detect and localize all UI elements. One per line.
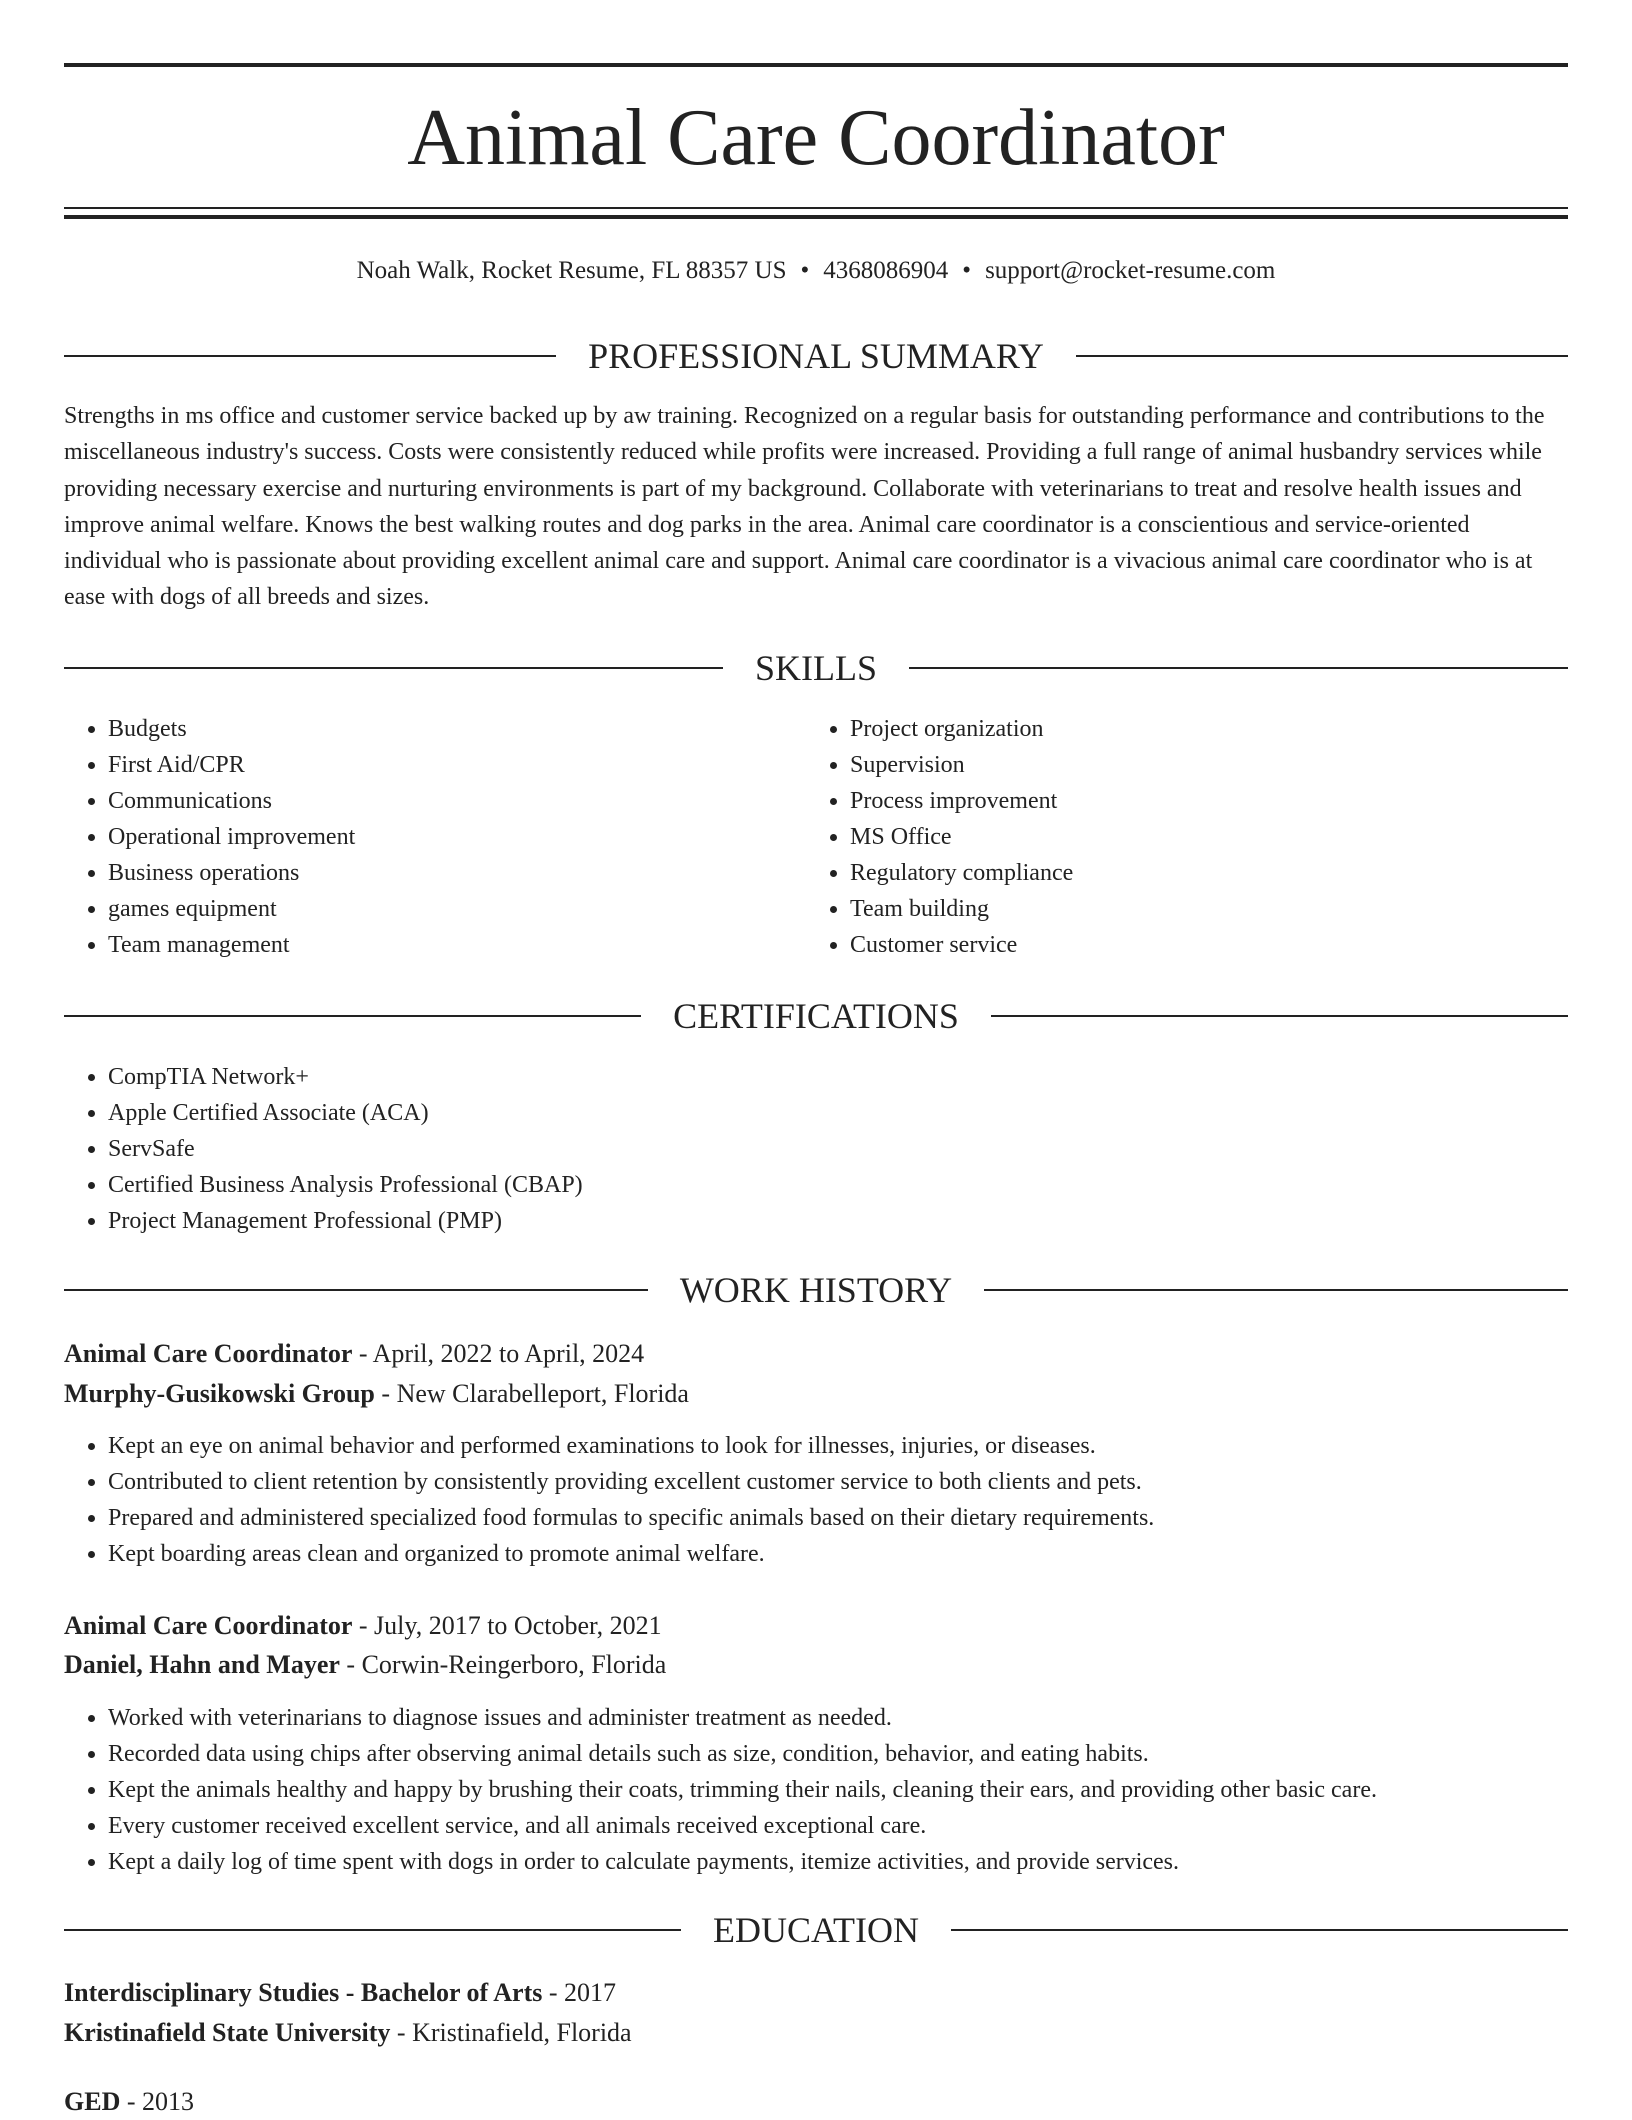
job-dates: - July, 2017 to October, 2021 — [352, 1611, 662, 1640]
skill-item: • First Aid/CPR — [108, 747, 355, 783]
education-degree: Interdisciplinary Studies - Bachelor of Arts — [64, 1978, 543, 2007]
job-company-line — [64, 1647, 666, 1683]
education-degree: GED — [64, 2087, 121, 2116]
contact-separator: • — [800, 257, 810, 284]
certification-item: • CompTIA Network+ — [108, 1059, 583, 1095]
section-title: CERTIFICATIONS — [673, 996, 959, 1036]
skill-item: • Communications — [108, 783, 355, 819]
heading-rule — [909, 667, 1568, 669]
job-bullet: • Kept boarding areas clean and organized to promote animal welfare. — [108, 1536, 1568, 1572]
skill-item: • MS Office — [850, 819, 1073, 855]
contact-phone: 4368086904 — [823, 257, 949, 284]
job-bullets — [64, 1700, 1568, 1880]
section-heading-summary — [64, 334, 1568, 378]
education-location: - Kristinafield, Florida — [390, 2018, 632, 2047]
education-school: Kristinafield State University — [64, 2018, 391, 2047]
skill-item: • Process improvement — [850, 783, 1073, 819]
heading-rule — [991, 1015, 1568, 1017]
section-heading-work-history — [64, 1268, 1568, 1312]
skill-item: • Budgets — [108, 711, 355, 747]
heading-rule — [64, 1929, 681, 1931]
summary-text: Strengths in ms office and customer service backed up by aw training. Recognized on a regular basis for outstanding performance and contributions to the miscellaneous industry's success. Costs were consistently reduced while profits were increased. Providing a full range of animal husbandry services while providing necessary exercise and nurturing environments is part of my background. Collaborate with veterinarians to treat and resolve health issues and improve animal welfare. Knows the best walking routes and dog parks in the area. Animal care coordinator is a conscientious and service-oriented individual who is passionate about providing excellent animal care and support. Animal care coordinator is a vivacious animal care coordinator who is at ease with dogs of all breeds and sizes. — [64, 403, 1545, 611]
job-company: Murphy-Gusikowski Group — [64, 1379, 375, 1408]
job-bullet: • Recorded data using chips after observing animal details such as size, condition, behavior, and eating habits. — [108, 1736, 1568, 1772]
skill-item: • Regulatory compliance — [850, 855, 1073, 891]
education-degree-line — [64, 2084, 194, 2120]
certifications-list — [64, 1059, 583, 1239]
skill-item: • Supervision — [850, 747, 1073, 783]
skill-item: • Team building — [850, 891, 1073, 927]
job-title-line — [64, 1608, 662, 1644]
education-school-line — [64, 2015, 632, 2051]
heading-rule — [64, 667, 723, 669]
section-title: PROFESSIONAL SUMMARY — [588, 336, 1044, 376]
education-degree-line — [64, 1975, 616, 2011]
job-dates: - April, 2022 to April, 2024 — [352, 1339, 645, 1368]
job-title: Animal Care Coordinator — [64, 1611, 353, 1640]
section-heading-certifications — [64, 994, 1568, 1038]
job-title: Animal Care Coordinator — [64, 1339, 353, 1368]
heading-rule — [64, 1015, 641, 1017]
education-year: - 2013 — [120, 2087, 195, 2116]
certification-item: • Project Management Professional (PMP) — [108, 1203, 583, 1239]
job-bullet: • Kept an eye on animal behavior and performed examinations to look for illnesses, injuries, or diseases. — [108, 1428, 1568, 1464]
certification-item: • ServSafe — [108, 1131, 583, 1167]
contact-address: Noah Walk, Rocket Resume, FL 88357 US — [356, 257, 787, 284]
heading-rule — [64, 355, 556, 357]
certification-item: • Apple Certified Associate (ACA) — [108, 1095, 583, 1131]
skills-column-right — [806, 711, 1073, 963]
top-rule — [64, 63, 1568, 67]
section-title: SKILLS — [755, 648, 878, 688]
section-heading-skills — [64, 646, 1568, 690]
education-year: - 2017 — [542, 1978, 617, 2007]
contact-line — [64, 254, 1568, 288]
heading-rule — [984, 1289, 1568, 1291]
heading-rule — [64, 1289, 648, 1291]
skill-item: • games equipment — [108, 891, 355, 927]
section-heading-education — [64, 1908, 1568, 1952]
job-company-line — [64, 1376, 689, 1412]
job-location: - Corwin-Reingerboro, Florida — [339, 1650, 667, 1679]
section-title: WORK HISTORY — [679, 1270, 953, 1310]
resume-title: Animal Care Coordinator — [407, 94, 1225, 182]
heading-rule — [951, 1929, 1568, 1931]
skill-item: • Operational improvement — [108, 819, 355, 855]
contact-email: support@rocket-resume.com — [985, 257, 1276, 284]
job-bullet: • Contributed to client retention by consistently providing excellent customer service to both clients and pets. — [108, 1464, 1568, 1500]
skill-item: • Project organization — [850, 711, 1073, 747]
title-rule-thin — [64, 207, 1568, 209]
job-location: - New Clarabelleport, Florida — [374, 1379, 689, 1408]
skill-item: • Team management — [108, 927, 355, 963]
skill-item: • Business operations — [108, 855, 355, 891]
contact-separator: • — [962, 257, 972, 284]
job-bullet: • Kept a daily log of time spent with dogs in order to calculate payments, itemize activities, and provide services. — [108, 1844, 1568, 1880]
skill-item: • Customer service — [850, 927, 1073, 963]
job-title-line — [64, 1336, 644, 1372]
certification-item: • Certified Business Analysis Professional (CBAP) — [108, 1167, 583, 1203]
job-bullet: • Every customer received excellent service, and all animals received exceptional care. — [108, 1808, 1568, 1844]
title-rule-thick — [64, 215, 1568, 219]
job-bullet: • Worked with veterinarians to diagnose issues and administer treatment as needed. — [108, 1700, 1568, 1736]
section-title: EDUCATION — [713, 1910, 919, 1950]
job-bullet: • Kept the animals healthy and happy by brushing their coats, trimming their nails, cleaning their ears, and providing other basic care. — [108, 1772, 1568, 1808]
job-bullets — [64, 1428, 1568, 1572]
skills-column-left — [64, 711, 355, 963]
job-company: Daniel, Hahn and Mayer — [64, 1650, 340, 1679]
heading-rule — [1076, 355, 1568, 357]
job-bullet: • Prepared and administered specialized food formulas to specific animals based on their dietary requirements. — [108, 1500, 1568, 1536]
